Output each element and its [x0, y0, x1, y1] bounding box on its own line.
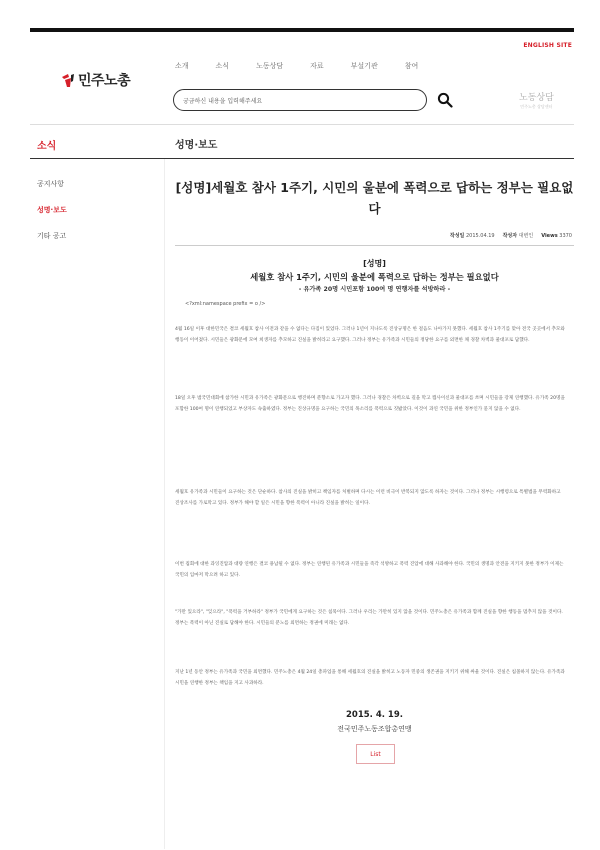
top-bar — [30, 28, 574, 32]
logo[interactable] — [60, 70, 130, 90]
statement-subheadline: - 유가족 20명 시민포함 100여 명 연행자를 석방하라 - — [298, 286, 451, 293]
nav-item-resources[interactable]: 자료 — [310, 62, 324, 70]
post-views: 3370 — [559, 232, 572, 239]
page-title: 성명·보도 — [175, 140, 218, 151]
statement-tag: [성명] — [363, 259, 386, 268]
header-divider — [30, 124, 574, 125]
nav-item-participate[interactable]: 참여 — [404, 62, 419, 70]
labor-consult-title: 노동상담 — [519, 93, 554, 103]
body-paragraph: 4월 16일 이후 대한민국은 결코 세월호 참사 이전과 같을 수 없다는 다짐이 있었다. 그러나 1년이 지나도록 진상규명은 한 걸음도 나아가지 못했다. 세월호 참사 1주기를 맞아 전국 곳곳에서 추모와 행동이 이어졌다. 시민들은 광화문에 모여 희생자를 추모하고 진실을 밝히라고 요구했다. 그러나 정부는 유가족과 시민들의 정당한 요구를 외면한 채 경찰 차벽과 물대포로 답했다. — [175, 327, 565, 344]
sidebar-item-notice[interactable]: 공지사항 — [37, 180, 65, 188]
body-paragraph: 18일 오후 범국민대회에 참가한 시민과 유가족은 광화문으로 행진하며 분향소로 가고자 했다. 그러나 경찰은 차벽으로 길을 막고 캡사이신과 물대포를 쏘며 시민들을 강제 연행했다. 유가족 20명을 포함한 100여 명이 연행되었고 부상자도 속출하였다. 정부는 진상규명을 요구하는 국민의 목소리를 폭력으로 짓밟았다. 이것이 과연 국민을 위한 정부인가 묻지 않을 수 없다. — [175, 396, 565, 413]
nav-item-intro[interactable]: 소개 — [175, 62, 189, 70]
body-paragraph: 이번 집회에 대한 과잉진압과 대량 연행은 결코 용납될 수 없다. 정부는 연행된 유가족과 시민들을 즉각 석방하고 폭력 진압에 대해 사과해야 한다. 국민의 생명과 안전을 지키지 못한 정부가 이제는 국민의 입마저 막으려 하고 있다. — [175, 562, 564, 579]
post-title: [성명]세월호 참사 1주기, 시민의 울분에 폭력으로 답하는 정부는 필요없다 — [175, 180, 574, 216]
body-paragraph: "가만 있으라", "잊으라", "폭력을 거부하라" 정부가 국민에게 요구하는 것은 침묵이다. 그러나 우리는 가만히 있지 않을 것이다. 민주노총은 유가족과 함께 진실을 향한 행동을 멈추지 않을 것이다. 정부는 폭력이 아닌 진실로 답해야 한다. 시민들의 분노를 외면하는 정권에 미래는 없다. — [175, 610, 563, 627]
post-body — [175, 257, 574, 687]
sidebar-item-statements[interactable]: 성명·보도 — [37, 206, 67, 214]
meta-divider — [175, 245, 574, 246]
list-button[interactable]: List — [356, 744, 395, 764]
search-icon[interactable] — [437, 92, 453, 108]
post-date: 2015.04.19 — [465, 233, 495, 239]
logo-text: 민주노총 — [78, 73, 131, 89]
post-author: 대변인 — [518, 233, 534, 239]
author-label: 작성자 — [502, 233, 518, 239]
title-divider — [30, 158, 574, 159]
english-site-link[interactable]: ENGLISH SITE — [523, 42, 572, 49]
statement-org: 전국민주노동조합총연맹 — [337, 725, 412, 733]
search-placeholder: 궁금하신 내용을 입력해주세요 — [183, 97, 263, 105]
nav-item-affiliates[interactable]: 부설기관 — [350, 62, 378, 70]
body-paragraph: 지난 1년 동안 정부는 유가족과 국민을 외면했다. 민주노총은 4월 24일 총파업을 통해 세월호의 진실을 밝히고 노동자 민중의 생존권을 지키기 위해 싸울 것이다. 진실은 침몰하지 않는다. 유가족과 시민을 연행한 정부는 책임을 지고 사과하라. — [175, 670, 565, 687]
sidebar-menu — [37, 179, 67, 257]
statement-headline: 세월호 참사 1주기, 시민의 울분에 폭력으로 답하는 정부는 필요없다 — [250, 272, 499, 282]
labor-consult-subtitle: 민주노총 상담센터 — [520, 104, 553, 109]
post-meta — [450, 232, 572, 239]
sidebar-item-other-notices[interactable]: 기타 공고 — [37, 232, 67, 240]
nav-item-consult[interactable]: 노동상담 — [256, 62, 284, 70]
main-nav — [175, 61, 445, 71]
sidebar-divider — [164, 159, 165, 849]
logo-mark-icon — [60, 73, 75, 88]
sidebar-title: 소식 — [37, 141, 57, 152]
xml-namespace-line: <?xml:namespace prefix = o /> — [185, 301, 266, 307]
search-input[interactable] — [173, 89, 427, 111]
date-label: 작성일 — [449, 233, 465, 239]
body-paragraph: 세월호 유가족과 시민들이 요구하는 것은 단순하다. 참사의 진실을 밝히고 책임자를 처벌하며 다시는 이런 비극이 반복되지 않도록 하자는 것이다. 그러나 정부는 시행령으로 특별법을 무력화하고 진상조사를 가로막고 있다. 정부가 해야 할 일은 시민을 향한 폭력이 아니라 진실을 밝히는 일이다. — [175, 490, 561, 507]
views-label: Views — [541, 232, 558, 239]
statement-date: 2015. 4. 19. — [345, 710, 403, 720]
labor-consult-button[interactable] — [519, 90, 554, 110]
nav-item-news[interactable]: 소식 — [215, 62, 230, 70]
